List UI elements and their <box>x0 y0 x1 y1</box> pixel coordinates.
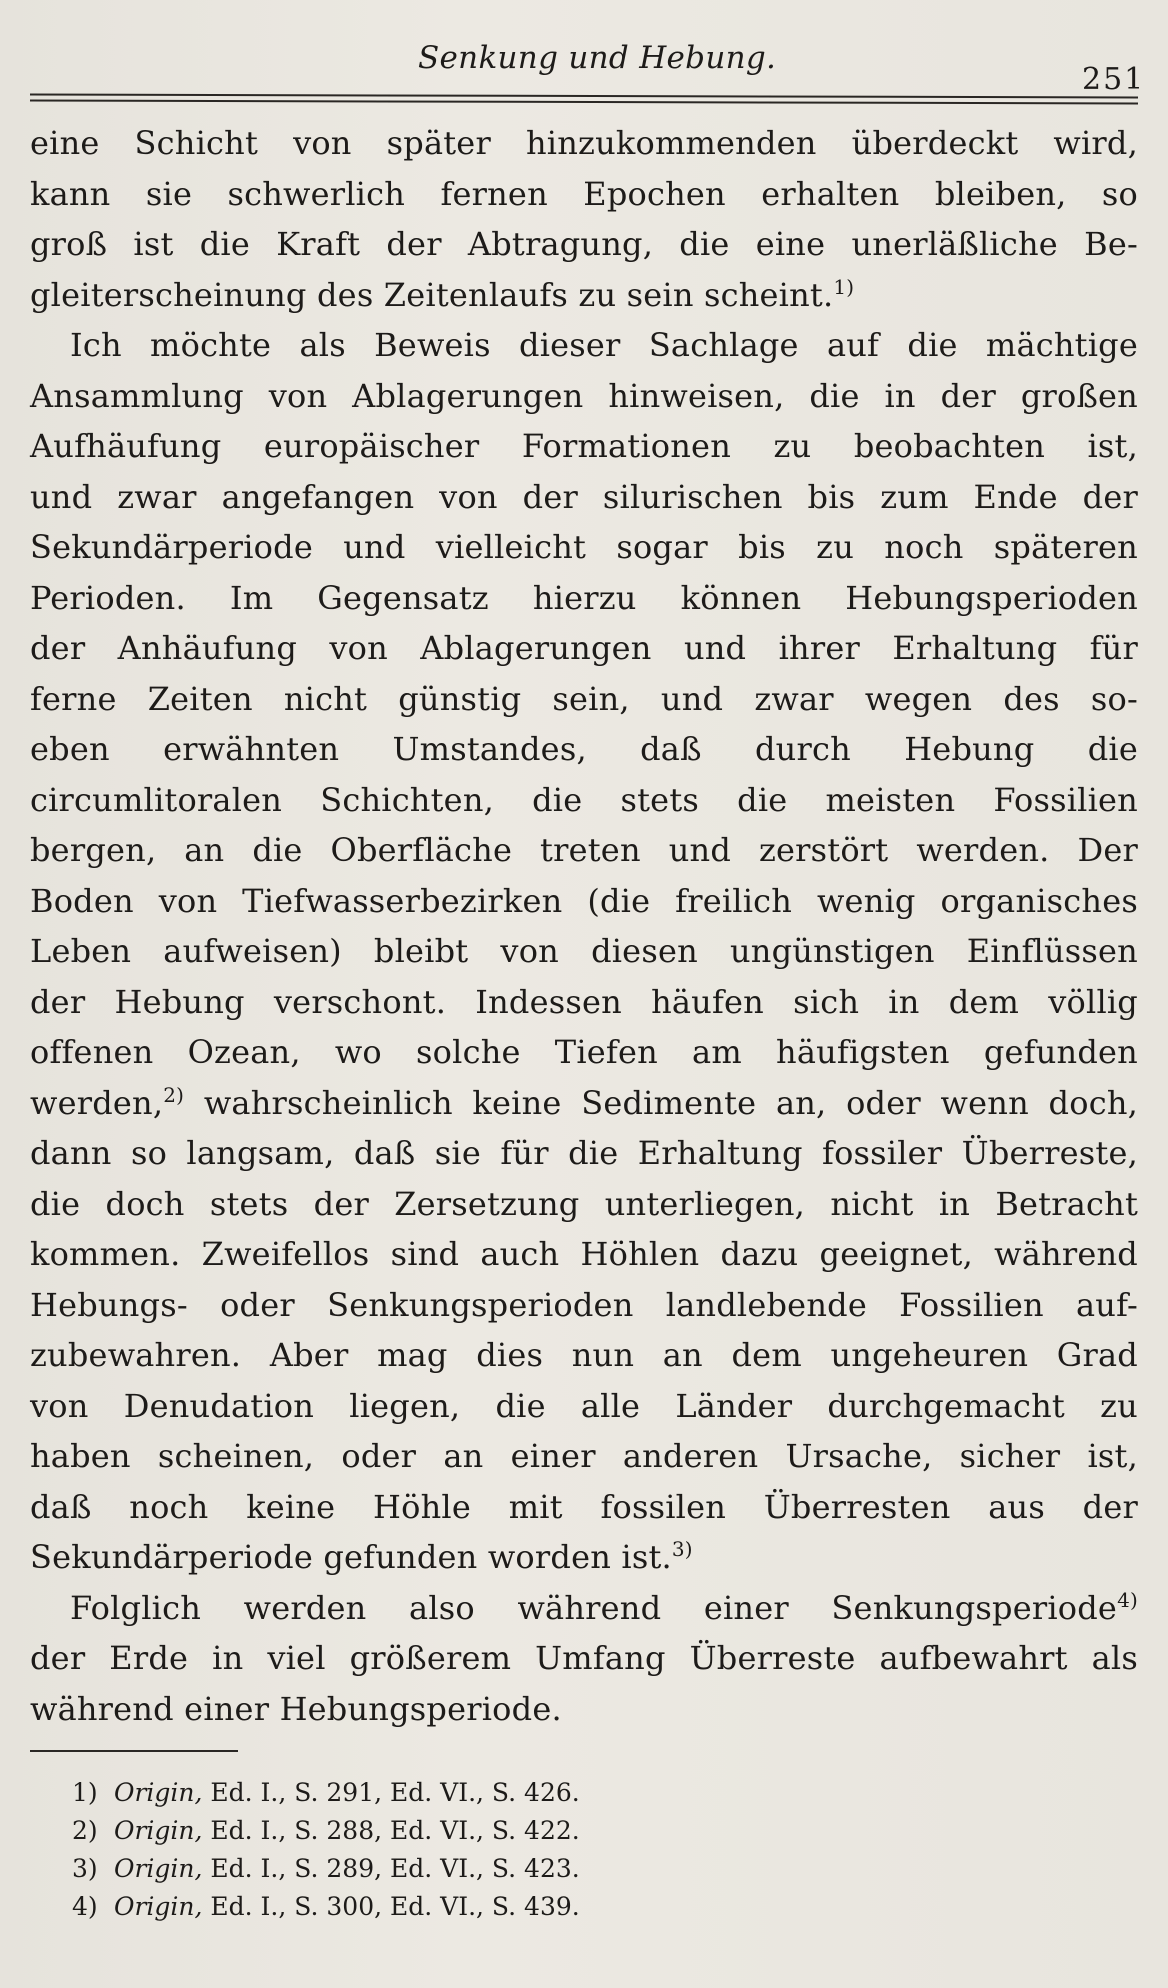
text-line-content: werden, <box>30 1083 164 1122</box>
text-line: und zwar angefangen von der silurischen bis zum Ende der <box>30 477 1138 516</box>
text-line: der Anhäufung von Ablagerungen und ihrer Erhaltung für <box>30 629 1138 667</box>
footnote-rule <box>30 1750 238 1752</box>
footnote <box>72 1774 872 1812</box>
text-line: groß ist die Kraft der Abtragung, die eine unerläßliche Be- <box>30 225 1138 263</box>
text-line: die doch stets der Zersetzung unterliegen, nicht in Betracht <box>30 1184 1138 1223</box>
footnote-source: Origin, <box>113 1854 203 1883</box>
footnote-source: Origin, <box>113 1892 203 1921</box>
footnote <box>72 1812 872 1850</box>
text-line: Hebungs- oder Senkungsperioden landlebende Fossilien auf- <box>30 1285 1138 1324</box>
text-line: daß noch keine Höhle mit fossilen Überresten aus der <box>30 1487 1138 1526</box>
text-line: eben erwähnten Umstandes, daß durch Hebung die <box>30 730 1138 768</box>
footnote-source: Origin, <box>113 1816 203 1845</box>
text-line: Boden von Tiefwasserbezirken (die freilich wenig organisches <box>30 881 1138 920</box>
footnote-number: 4) <box>72 1892 98 1921</box>
header-rule <box>30 100 1138 105</box>
text-line: der Erde in viel größerem Umfang Überreste aufbewahrt als <box>30 1639 1138 1677</box>
text-line-content: wahrscheinlich keine Sedimente an, oder wenn doch, <box>184 1083 1138 1122</box>
text-line: bergen, an die Oberfläche treten und zerstört werden. Der <box>30 831 1138 869</box>
footnote <box>72 1850 872 1888</box>
text-line <box>30 1078 1138 1129</box>
footnote-reference: 2) <box>163 1082 185 1107</box>
footnote-reference: 4) <box>1117 1587 1138 1612</box>
footnote-reference: 1) <box>833 274 855 299</box>
footnote-number: 3) <box>72 1854 98 1883</box>
text-line: circumlitoralen Schichten, die stets die meisten Fossilien <box>30 780 1138 819</box>
header-rule <box>30 94 1138 99</box>
text-line: von Denudation liegen, die alle Länder durchgemacht zu <box>30 1386 1138 1425</box>
footnote <box>72 1888 872 1926</box>
footnote-source: Origin, <box>113 1778 203 1807</box>
body-text <box>30 118 1138 1734</box>
text-line: kommen. Zweifellos sind auch Höhlen dazu geeignet, während <box>30 1235 1138 1273</box>
footnote-reference-text: Ed. I., S. 300, Ed. VI., S. 439. <box>210 1892 580 1921</box>
text-line-content: Folglich werden also während einer Senkungsperiode <box>70 1588 1118 1627</box>
text-line: Ich möchte als Beweis dieser Sachlage auf die mächtige <box>70 326 1138 364</box>
text-line <box>30 1532 1138 1583</box>
text-line: haben scheinen, oder an einer anderen Ursache, sicher ist, <box>30 1437 1138 1475</box>
text-line: dann so langsam, daß sie für die Erhaltung fossiler Überreste, <box>30 1134 1138 1172</box>
footnote-reference: 3) <box>671 1537 693 1561</box>
text-line: eine Schicht von später hinzukommenden überdeckt wird, <box>30 124 1138 162</box>
footnote-reference-text: Ed. I., S. 291, Ed. VI., S. 426. <box>210 1778 580 1807</box>
text-line: ferne Zeiten nicht günstig sein, und zwar wegen des so- <box>30 679 1138 718</box>
footnote-number: 2) <box>72 1816 98 1845</box>
text-line <box>30 1583 1138 1634</box>
text-line: Leben aufweisen) bleibt von diesen ungünstigen Einflüssen <box>30 932 1138 970</box>
text-line <box>30 270 1138 321</box>
page-header <box>0 38 1168 98</box>
text-line-content: Sekundärperiode gefunden worden ist. <box>30 1538 672 1576</box>
text-line: während einer Hebungsperiode. <box>30 1689 562 1728</box>
footnote-number: 1) <box>72 1778 98 1807</box>
footnotes <box>72 1774 872 1926</box>
text-line: offenen Ozean, wo solche Tiefen am häufigsten gefunden <box>30 1033 1138 1071</box>
text-line: kann sie schwerlich fernen Epochen erhalten bleiben, so <box>30 174 1138 213</box>
text-line: Aufhäufung europäischer Formationen zu beobachten ist, <box>30 427 1138 465</box>
text-line: der Hebung verschont. Indessen häufen sich in dem völlig <box>30 982 1138 1021</box>
text-line: Perioden. Im Gegensatz hierzu können Hebungsperioden <box>30 578 1138 617</box>
text-line: Ansammlung von Ablagerungen hinweisen, die in der großen <box>30 376 1138 415</box>
page-number: 251 <box>1082 62 1146 97</box>
footnote-reference-text: Ed. I., S. 288, Ed. VI., S. 422. <box>210 1816 580 1845</box>
text-line: zubewahren. Aber mag dies nun an dem ungeheuren Grad <box>30 1336 1138 1374</box>
running-title: Senkung und Hebung. <box>418 40 777 76</box>
footnote-reference-text: Ed. I., S. 289, Ed. VI., S. 423. <box>210 1854 580 1883</box>
text-line: Sekundärperiode und vielleicht sogar bis zu noch späteren <box>30 528 1138 566</box>
text-line-content: gleiterscheinung des Zeitenlaufs zu sein scheint. <box>30 275 834 314</box>
